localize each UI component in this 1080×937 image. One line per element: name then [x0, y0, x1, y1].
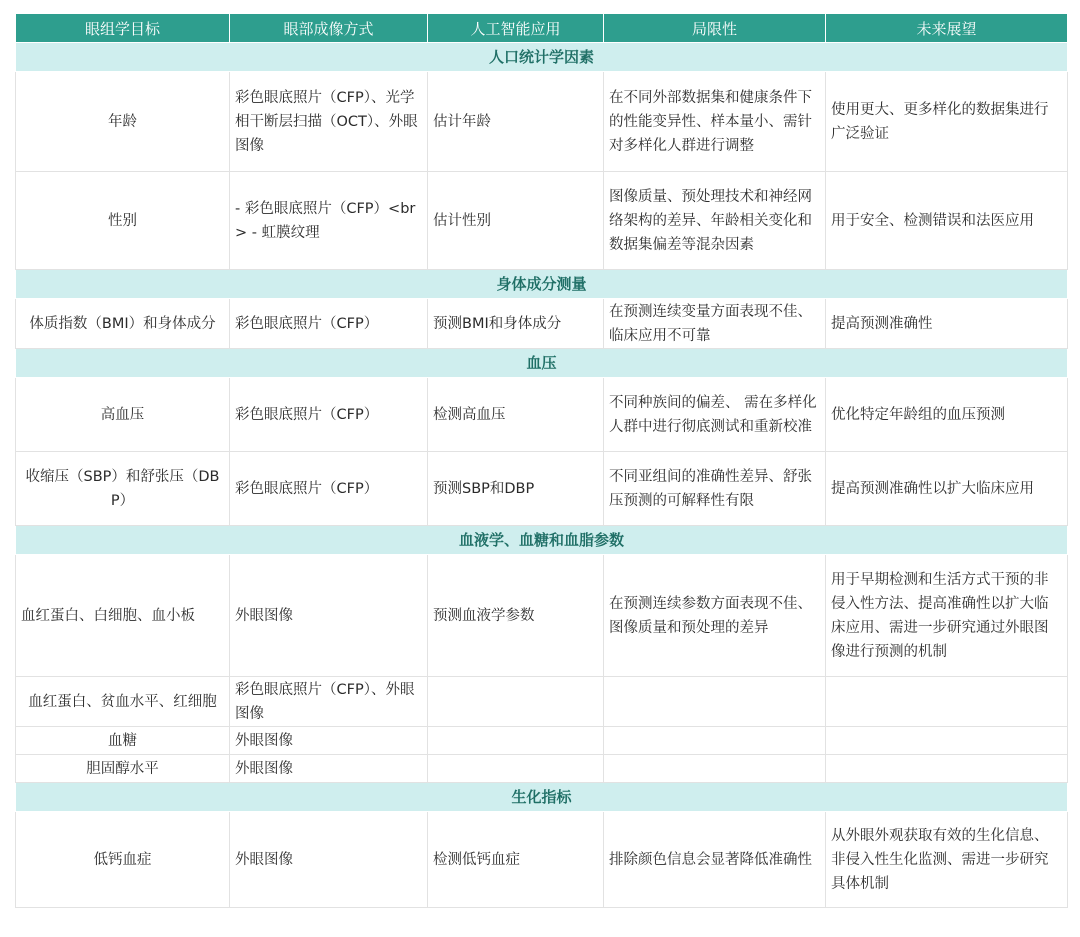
cell-ai [428, 755, 604, 783]
section-title: 人口统计学因素 [16, 43, 1068, 72]
cell-imaging: 彩色眼底照片（CFP） [230, 378, 428, 452]
cell-outlook: 提高预测准确性 [826, 299, 1068, 349]
cell-target: 低钙血症 [16, 812, 230, 908]
cell-outlook: 使用更大、更多样化的数据集进行广泛验证 [826, 72, 1068, 172]
cell-outlook [826, 755, 1068, 783]
table-row [16, 378, 1068, 452]
cell-limitations [604, 755, 826, 783]
cell-outlook [826, 677, 1068, 727]
cell-imaging: 外眼图像 [230, 727, 428, 755]
table-row [16, 755, 1068, 783]
section-blood-pressure [16, 349, 1068, 378]
cell-target: 血糖 [16, 727, 230, 755]
cell-limitations [604, 727, 826, 755]
section-title: 血压 [16, 349, 1068, 378]
cell-target: 收缩压（SBP）和舒张压（DBP） [16, 452, 230, 526]
table-row [16, 72, 1068, 172]
cell-outlook [826, 727, 1068, 755]
table-row [16, 172, 1068, 270]
header-outlook: 未来展望 [826, 14, 1068, 43]
header-limitations: 局限性 [604, 14, 826, 43]
cell-imaging: 外眼图像 [230, 555, 428, 677]
cell-imaging: 彩色眼底照片（CFP）、外眼图像 [230, 677, 428, 727]
ophthalmic-ai-table [15, 13, 1068, 908]
header-target: 眼组学目标 [16, 14, 230, 43]
table-row [16, 677, 1068, 727]
cell-limitations: 图像质量、预处理技术和神经网络架构的差异、年龄相关变化和数据集偏差等混杂因素 [604, 172, 826, 270]
cell-ai: 预测BMI和身体成分 [428, 299, 604, 349]
cell-outlook: 优化特定年龄组的血压预测 [826, 378, 1068, 452]
header-row [16, 14, 1068, 43]
table-row [16, 452, 1068, 526]
cell-ai: 估计性别 [428, 172, 604, 270]
cell-limitations: 不同种族间的偏差、 需在多样化人群中进行彻底测试和重新校准 [604, 378, 826, 452]
header-imaging: 眼部成像方式 [230, 14, 428, 43]
section-demographics [16, 43, 1068, 72]
section-title: 血液学、血糖和血脂参数 [16, 526, 1068, 555]
cell-outlook: 提高预测准确性以扩大临床应用 [826, 452, 1068, 526]
cell-limitations: 在预测连续变量方面表现不佳、临床应用不可靠 [604, 299, 826, 349]
cell-imaging: 外眼图像 [230, 755, 428, 783]
cell-limitations: 在预测连续参数方面表现不佳、图像质量和预处理的差异 [604, 555, 826, 677]
cell-target: 胆固醇水平 [16, 755, 230, 783]
section-biochemical [16, 783, 1068, 812]
cell-outlook: 用于早期检测和生活方式干预的非侵入性方法、提高准确性以扩大临床应用、需进一步研究通过外眼图像进行预测的机制 [826, 555, 1068, 677]
cell-target: 血红蛋白、贫血水平、红细胞 [16, 677, 230, 727]
cell-ai: 预测血液学参数 [428, 555, 604, 677]
cell-outlook: 用于安全、检测错误和法医应用 [826, 172, 1068, 270]
cell-limitations: 在不同外部数据集和健康条件下的性能变异性、样本量小、需针对多样化人群进行调整 [604, 72, 826, 172]
cell-target: 血红蛋白、白细胞、血小板 [16, 555, 230, 677]
section-title: 生化指标 [16, 783, 1068, 812]
cell-ai [428, 727, 604, 755]
cell-imaging: 彩色眼底照片（CFP） [230, 299, 428, 349]
cell-limitations [604, 677, 826, 727]
cell-ai: 估计年龄 [428, 72, 604, 172]
section-hematology [16, 526, 1068, 555]
table-row [16, 555, 1068, 677]
section-title: 身体成分测量 [16, 270, 1068, 299]
cell-target: 年龄 [16, 72, 230, 172]
cell-target: 高血压 [16, 378, 230, 452]
cell-imaging: 彩色眼底照片（CFP） [230, 452, 428, 526]
table-row [16, 812, 1068, 908]
cell-imaging: 外眼图像 [230, 812, 428, 908]
header-ai-application: 人工智能应用 [428, 14, 604, 43]
section-body-composition [16, 270, 1068, 299]
cell-ai: 检测高血压 [428, 378, 604, 452]
table-row [16, 727, 1068, 755]
cell-target: 性别 [16, 172, 230, 270]
cell-imaging: - 彩色眼底照片（CFP）<br> - 虹膜纹理 [230, 172, 428, 270]
table-row [16, 299, 1068, 349]
cell-target: 体质指数（BMI）和身体成分 [16, 299, 230, 349]
cell-ai [428, 677, 604, 727]
cell-ai: 检测低钙血症 [428, 812, 604, 908]
cell-limitations: 排除颜色信息会显著降低准确性 [604, 812, 826, 908]
cell-limitations: 不同亚组间的准确性差异、舒张压预测的可解释性有限 [604, 452, 826, 526]
cell-outlook: 从外眼外观获取有效的生化信息、非侵入性生化监测、需进一步研究具体机制 [826, 812, 1068, 908]
cell-imaging: 彩色眼底照片（CFP）、光学相干断层扫描（OCT）、外眼图像 [230, 72, 428, 172]
cell-ai: 预测SBP和DBP [428, 452, 604, 526]
